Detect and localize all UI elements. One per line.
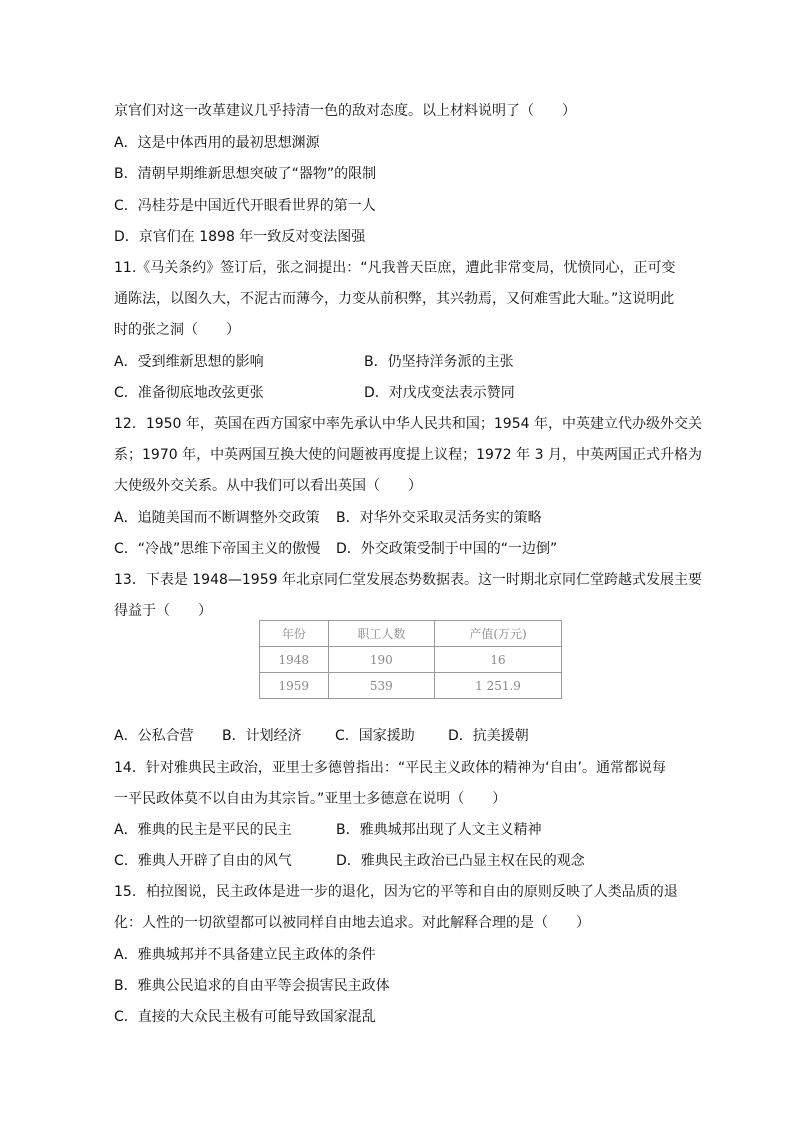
q11-option-b: B．仍坚持洋务派的主张 <box>364 354 514 370</box>
q11-option-c: C．准备彻底地改弦更张 <box>114 385 264 401</box>
q13-stem-line-2: 得益于（ ） <box>114 603 212 619</box>
q13-stem-line-1: 13．下表是 1948—1959 年北京同仁堂发展态势数据表。这一时期北京同仁堂跨越式发展主要 <box>114 572 702 588</box>
table-row <box>260 647 562 673</box>
table-header-row <box>260 621 562 647</box>
q13-option-b: B．计划经济 <box>222 728 302 744</box>
table-header-cell: 年份 <box>260 621 329 647</box>
table-cell: 1 251.9 <box>435 673 562 699</box>
q11-stem-line-2: 通陈法，以图久大，不泥古而薄今，力变从前积弊，其兴勃焉，又何难雪此大耻。”这说明此 <box>114 291 675 307</box>
q15-stem-line-2: 化：人性的一切欲望都可以被同样自由地去追求。对此解释合理的是（ ） <box>114 915 590 931</box>
q12-option-b: B．对华外交采取灵活务实的策略 <box>336 510 542 526</box>
q12-stem-line-1: 12．1950 年，英国在西方国家中率先承认中华人民共和国；1954 年，中英建立代办级外交关 <box>114 416 702 432</box>
q10-option-d: D．京官们在 1898 年一致反对变法图强 <box>114 229 366 245</box>
q10-option-c: C．冯桂芬是中国近代开眼看世界的第一人 <box>114 198 376 214</box>
table-cell: 190 <box>328 647 435 673</box>
q14-option-d: D．雅典民主政治已凸显主权在民的观念 <box>336 853 585 869</box>
q14-option-b: B．雅典城邦出现了人文主义精神 <box>336 822 542 838</box>
q13-data-table <box>259 620 562 699</box>
q14-stem-line-2: 一平民政体莫不以自由为其宗旨。”亚里士多德意在说明（ ） <box>114 791 507 807</box>
q14-option-c: C．雅典人开辟了自由的风气 <box>114 853 292 869</box>
q12-option-c: C．“冷战”思维下帝国主义的傲慢 <box>114 541 321 557</box>
table-row <box>260 673 562 699</box>
table-header-cell: 职工人数 <box>328 621 435 647</box>
q12-option-d: D．外交政策受制于中国的“一边倒” <box>336 541 558 557</box>
q15-option-a: A．雅典城邦并不具备建立民主政体的条件 <box>114 947 376 963</box>
q12-stem-line-3: 大使级外交关系。从中我们可以看出英国（ ） <box>114 478 422 494</box>
q15-option-c: C．直接的大众民主极有可能导致国家混乱 <box>114 1009 376 1025</box>
q15-option-b: B．雅典公民追求的自由平等会损害民主政体 <box>114 978 390 994</box>
q14-stem-line-1: 14．针对雅典民主政治，亚里士多德曾指出：“平民主义政体的精神为‘自由’。通常都说每 <box>114 760 666 776</box>
q10-option-a: A．这是中体西用的最初思想渊源 <box>114 135 320 151</box>
q12-stem-line-2: 系；1970 年，中英两国互换大使的问题被再度提上议程；1972 年 3 月，中英两国正式升格为 <box>114 447 702 463</box>
table-cell: 539 <box>328 673 435 699</box>
q11-option-d: D．对戊戌变法表示赞同 <box>364 385 515 401</box>
table-cell: 16 <box>435 647 562 673</box>
q11-option-a: A．受到维新思想的影响 <box>114 354 264 370</box>
q13-option-d: D．抗美援朝 <box>448 728 529 744</box>
q15-stem-line-1: 15．柏拉图说，民主政体是进一步的退化，因为它的平等和自由的原则反映了人类品质的退 <box>114 884 678 900</box>
table-cell: 1959 <box>260 673 329 699</box>
q11-stem-line-3: 时的张之洞（ ） <box>114 322 240 338</box>
table-cell: 1948 <box>260 647 329 673</box>
q10-option-b: B．清朝早期维新思想突破了“器物”的限制 <box>114 166 377 182</box>
q14-option-a: A．雅典的民主是平民的民主 <box>114 822 292 838</box>
table-header-cell: 产值(万元) <box>435 621 562 647</box>
q10-stem-tail: 京官们对这一改革建议几乎持清一色的敌对态度。以上材料说明了（ ） <box>114 103 576 119</box>
q11-stem-line-1: 11.《马关条约》签订后，张之洞提出：“凡我普天臣庶，遭此非常变局，忧愤同心，正可变 <box>114 260 676 276</box>
q12-option-a: A．追随美国而不断调整外交政策 <box>114 510 320 526</box>
q13-option-c: C．国家援助 <box>335 728 415 744</box>
q13-option-a: A．公私合营 <box>114 728 194 744</box>
